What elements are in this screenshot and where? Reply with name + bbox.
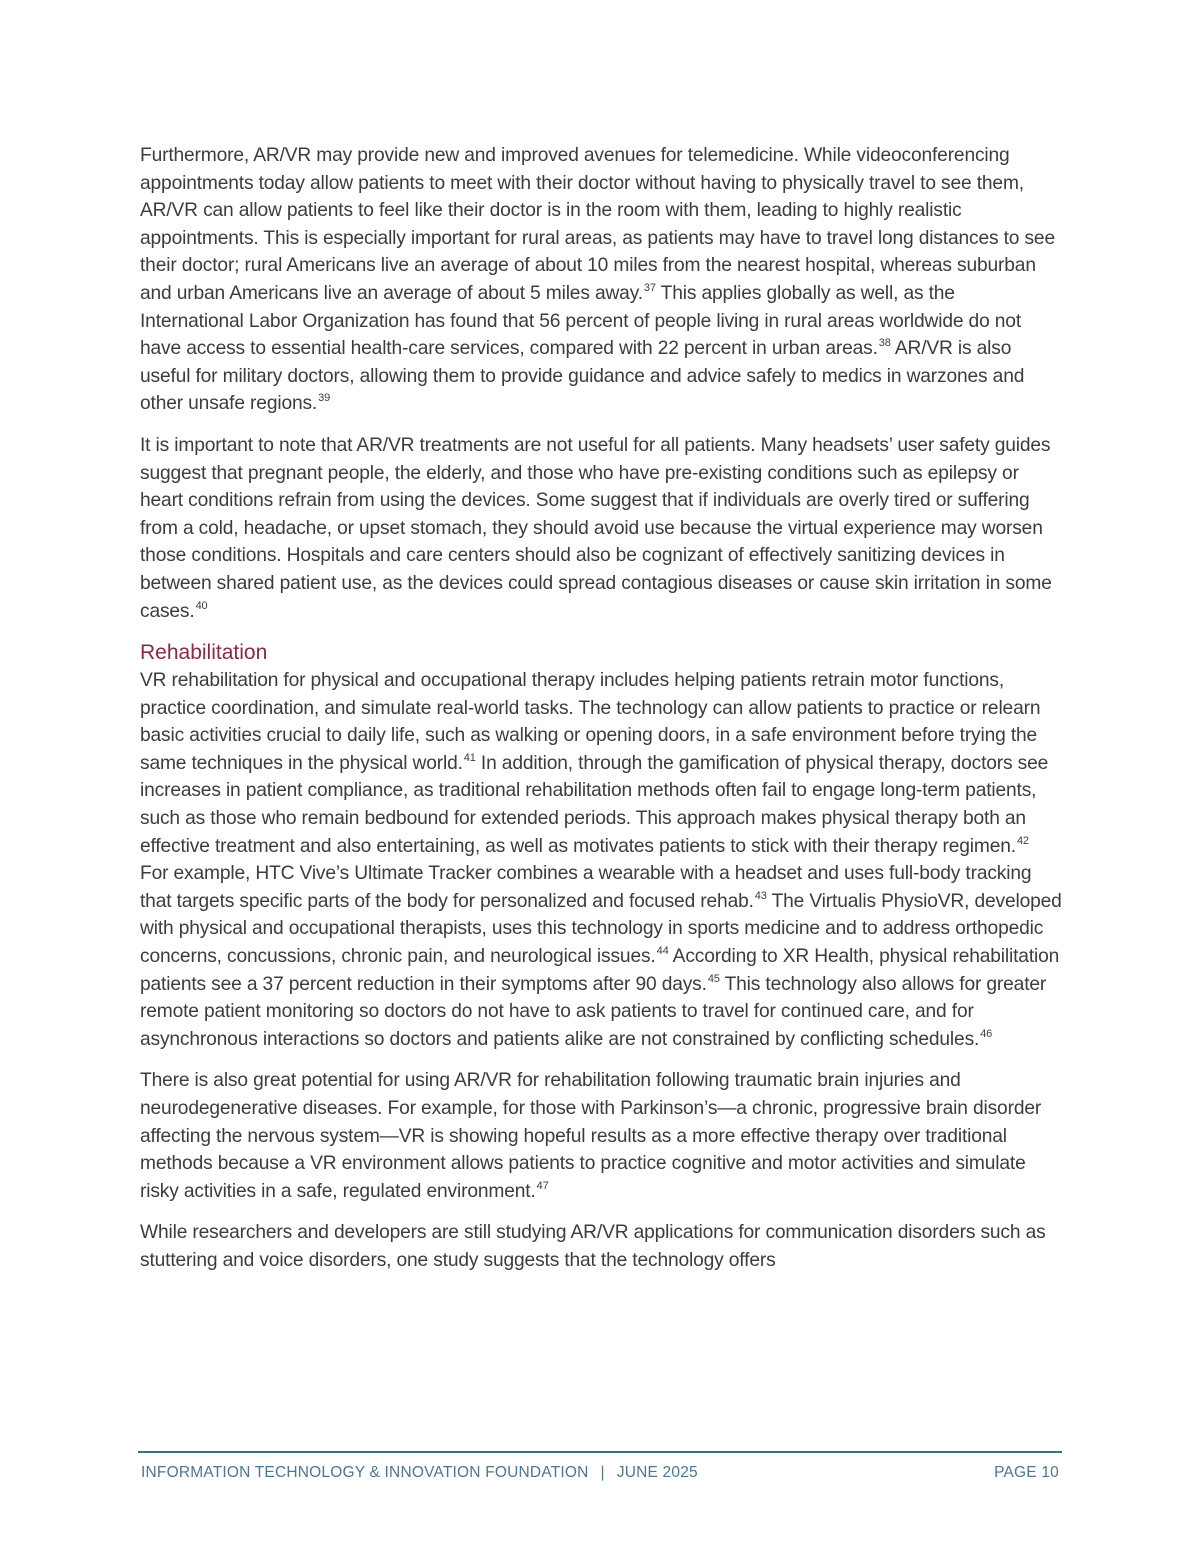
footnote-reference[interactable]: 37: [643, 281, 656, 294]
paragraph-text: According to XR Health, physical rehabilitation patients see a 37 percent reduction in their symptoms after 90 days.: [140, 946, 1060, 995]
rehabilitation-section: [140, 667, 1062, 1274]
document-body: [140, 142, 1062, 1289]
footnote-reference[interactable]: 42: [1016, 834, 1029, 847]
footer-date: JUNE 2025: [616, 1464, 698, 1481]
footnote-reference[interactable]: 44: [656, 945, 669, 958]
paragraph-text: While researchers and developers are still studying AR/VR applications for communication disorders such as stuttering and voice disorders, one study suggests that the technology offers: [140, 1222, 1046, 1271]
footnote-reference[interactable]: 47: [536, 1179, 549, 1192]
footnote-reference[interactable]: 40: [195, 599, 208, 612]
page-footer: [141, 1464, 1059, 1482]
footnote-reference[interactable]: 38: [878, 337, 891, 350]
paragraph-text: VR rehabilitation for physical and occupational therapy includes helping patients retrain motor functions, practice coordination, and simulate real-world tasks. The technology can allow patients to practice or relearn basic activities crucial to daily life, such as walking or opening doors, in a safe environment before trying the same techniques in the physical world.: [140, 670, 1041, 774]
footnote-reference[interactable]: 41: [463, 751, 476, 764]
paragraph-text: This applies globally as well, as the International Labor Organization has found that 56 percent of people living in rural areas worldwide do not have access to essential health-care services, compared with 22 percent in urban areas.: [140, 282, 1022, 360]
footnote-reference[interactable]: 45: [707, 972, 720, 985]
paragraph-text: AR/VR is also useful for military doctors, allowing them to provide guidance and advice safely to medics in warzones and other unsafe regions.: [140, 338, 1025, 415]
paragraph: [140, 1067, 1062, 1205]
footnote-reference[interactable]: 39: [318, 392, 331, 405]
page-number: PAGE 10: [994, 1464, 1059, 1481]
paragraph-text: For example, HTC Vive’s Ultimate Tracker combines a wearable with a headset and uses full-body tracking that targets specific parts of the body for personalized and focused rehab.: [140, 863, 1032, 912]
footnote-reference[interactable]: 46: [980, 1027, 993, 1040]
paragraph: [140, 667, 1062, 1053]
paragraph-text: It is important to note that AR/VR treatments are not useful for all patients. Many headsets’ user safety guides suggest that pregnant people, the elderly, and those who have pre-existing conditions such as epilepsy or heart conditions refrain from using the devices. Some suggest that if individuals are overly tired or suffering from a cold, headache, or upset stomach, they should avoid use because the virtual experience may worsen those conditions. Hospitals and care centers should also be cognizant of effectively sanitizing devices in between shared patient use, as the devices could spread contagious diseases or cause skin irritation in some cases.: [140, 434, 1052, 622]
paragraph-text: There is also great potential for using AR/VR for rehabilitation following traumatic brain injuries and neurodegenerative diseases. For example, for those with Parkinson’s—a chronic, progressive brain disorder affecting the nervous system—VR is showing hopeful results as a more effective therapy over traditional methods because a VR environment allows patients to practice cognitive and motor activities and simulate risky activities in a safe, regulated environment.: [140, 1070, 1042, 1202]
paragraph: [140, 432, 1062, 625]
footnote-reference[interactable]: 43: [754, 889, 767, 902]
paragraph: [140, 142, 1062, 418]
paragraph-text: In addition, through the gamification of physical therapy, doctors see increases in patient compliance, as traditional rehabilitation methods often fail to engage long-term patients, such as those who remain bedbound for extended periods. This approach makes physical therapy both an effective treatment and also entertaining, as well as motivates patients to stick with their therapy regimen.: [140, 752, 1049, 857]
section-heading-rehabilitation: Rehabilitation: [140, 641, 268, 665]
intro-section: [140, 142, 1062, 625]
paragraph-text: Furthermore, AR/VR may provide new and improved avenues for telemedicine. While videoconferencing appointments today allow patients to meet with their doctor without having to physically travel to see them, AR/VR can allow patients to feel like their doctor is in the room with them, leading to highly realistic appointments. This is especially important for rural areas, as patients may have to travel long distances to see their doctor; rural Americans live an average of about 10 miles from the nearest hospital, whereas suburban and urban Americans live an average of about 5 miles away.: [140, 145, 1055, 304]
footer-divider: [138, 1451, 1062, 1453]
footer-left: [141, 1464, 698, 1482]
footer-separator: |: [600, 1464, 605, 1481]
paragraph-text: This technology also allows for greater remote patient monitoring so doctors do not have to ask patients to travel for continued care, and for asynchronous interactions so doctors and patients alike are not constrained by conflicting schedules.: [140, 973, 1047, 1050]
paragraph-text: The Virtualis PhysioVR, developed with physical and occupational therapists, uses this technology in sports medicine and to address orthopedic concerns, concussions, chronic pain, and neurological issues.: [140, 890, 1062, 968]
footer-organization: INFORMATION TECHNOLOGY & INNOVATION FOUNDATION: [141, 1464, 589, 1481]
paragraph: [140, 1219, 1062, 1274]
